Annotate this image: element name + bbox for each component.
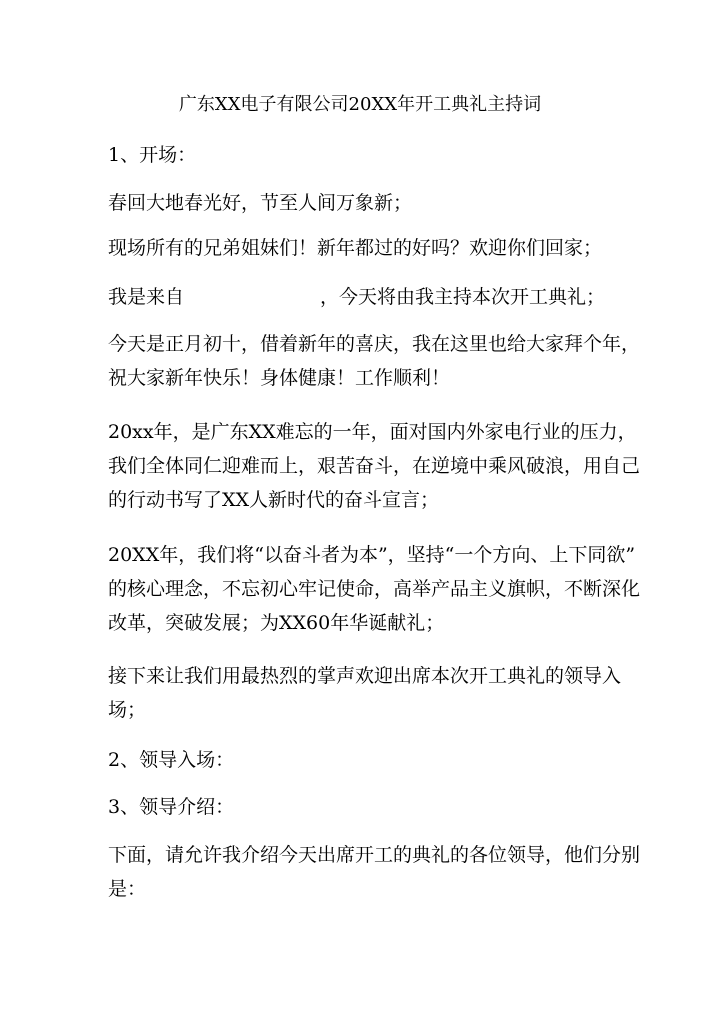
paragraph-leaders-intro bbox=[108, 838, 641, 906]
text-line: 是： bbox=[108, 878, 147, 900]
paragraph-new-year-greeting bbox=[108, 327, 641, 395]
text-line: 1、开场： bbox=[108, 144, 197, 166]
text-segment: 我是来自 bbox=[108, 286, 185, 308]
text-line: 祝大家新年快乐！身体健康！工作顺利！ bbox=[108, 367, 451, 389]
text-line: 2、领导入场： bbox=[108, 749, 235, 771]
paragraph-host-intro bbox=[108, 280, 638, 314]
paragraph-leaders-intro-heading bbox=[108, 790, 638, 824]
text-line: 20XX年，我们将“以奋斗者为本”，坚持“一个方向、上下同欲” bbox=[108, 544, 636, 566]
paragraph-opening-heading bbox=[108, 138, 638, 172]
text-line: 场； bbox=[108, 699, 147, 721]
text-line: 接下来让我们用最热烈的掌声欢迎出席本次开工典礼的领导入 bbox=[108, 665, 622, 687]
text-line: 现场所有的兄弟姐妹们！新年都过的好吗？欢迎你们回家； bbox=[108, 237, 603, 259]
text-line: 我们全体同仁迎难而上，艰苦奋斗，在逆境中乘风破浪，用自己 bbox=[108, 455, 641, 477]
text-line: 20xx年，是广东XX难忘的一年，面对国内外家电行业的压力， bbox=[108, 421, 637, 443]
text-line bbox=[108, 280, 638, 314]
text-line: 3、领导介绍： bbox=[108, 796, 235, 818]
paragraph-spring-couplet bbox=[108, 186, 638, 220]
document-title: 广东XX电子有限公司20XX年开工典礼主持词 bbox=[178, 94, 542, 115]
text-segment: ，今天将由我主持本次开工典礼； bbox=[320, 286, 606, 308]
text-line: 今天是正月初十，借着新年的喜庆，我在这里也给大家拜个年， bbox=[108, 333, 641, 355]
paragraph-year-review bbox=[108, 415, 641, 517]
text-line: 下面，请允许我介绍今天出席开工的典礼的各位领导，他们分别 bbox=[108, 844, 641, 866]
text-line: 春回大地春光好，节至人间万象新； bbox=[108, 192, 413, 214]
paragraph-year-plan bbox=[108, 538, 641, 640]
paragraph-leaders-entry-heading bbox=[108, 743, 638, 777]
paragraph-applause-invite bbox=[108, 659, 638, 727]
text-line: 的核心理念，不忘初心牢记使命，高举产品主义旗帜，不断深化 bbox=[108, 578, 641, 600]
text-line: 的行动书写了XX人新时代的奋斗宣言； bbox=[108, 489, 440, 511]
paragraph-welcome-back bbox=[108, 231, 638, 265]
text-line: 改革，突破发展；为XX60年华诞献礼； bbox=[108, 612, 445, 634]
